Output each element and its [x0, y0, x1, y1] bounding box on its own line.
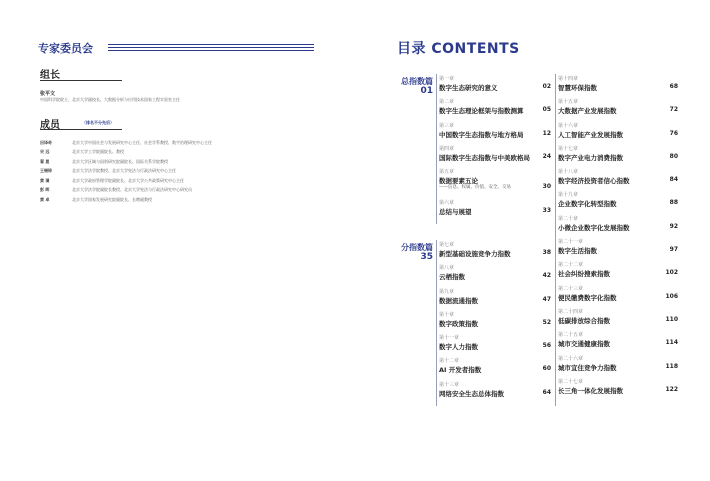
- entry-chapter: 第二十三章: [558, 285, 584, 292]
- entry-chapter: 第五章: [439, 169, 455, 176]
- toc-entry[interactable]: [439, 263, 551, 286]
- entry-title: 低碳排放综合指数: [558, 316, 610, 325]
- members-heading-rule: [40, 129, 122, 130]
- entry-chapter: 第六章: [439, 200, 455, 207]
- toc-entry[interactable]: [558, 167, 678, 190]
- member-row: [40, 186, 330, 196]
- entry-chapter: 第二十六章: [558, 355, 584, 362]
- toc-entry[interactable]: [439, 167, 551, 198]
- entry-subtitle: ——信息、权属、价值、安全、交易: [439, 185, 511, 191]
- member-description: 北京大学区域与国别研究院副院长、国际关系学院教授: [72, 158, 168, 164]
- part1-divider: [436, 74, 437, 224]
- entry-chapter: 第十三章: [439, 381, 460, 388]
- entry-title: 中国数字生态指数与地方格局: [439, 130, 524, 139]
- toc-entry[interactable]: [558, 190, 678, 213]
- member-name: 黄 璜: [40, 177, 50, 183]
- entry-title: 数据流通指数: [439, 296, 478, 305]
- entry-page: 47: [542, 295, 551, 303]
- member-description: 北京大学法学院教授、北京大学宪法与行政法研究中心主任: [72, 168, 176, 174]
- entry-chapter: 第十九章: [558, 192, 579, 199]
- toc-entry[interactable]: [558, 97, 678, 120]
- toc-entry[interactable]: [439, 333, 551, 356]
- member-row: [40, 195, 330, 205]
- toc-part2-column: [439, 240, 551, 403]
- entry-title: 云栖指数: [439, 273, 465, 282]
- entry-title: AI 开发者指数: [439, 366, 482, 375]
- entry-title: 城市宜住竞争力指数: [558, 363, 617, 372]
- entry-page: 84: [669, 176, 678, 184]
- entry-page: 102: [665, 269, 678, 277]
- part2-label: 分指数篇: [401, 243, 433, 252]
- entry-page: 38: [542, 249, 551, 256]
- member-description: 北京大学中国社会与发展研究中心主任、社会学系教授、数字治理研究中心主任: [72, 139, 212, 145]
- toc-entry[interactable]: [439, 198, 551, 221]
- entry-chapter: 第十四章: [558, 76, 579, 82]
- entry-title: 数字人力指数: [439, 343, 478, 352]
- entry-title: 数字生态研究的意义: [439, 84, 498, 92]
- members-note: （排名不分先后）: [82, 120, 114, 125]
- entry-chapter: 第三章: [439, 122, 455, 129]
- entry-title: 大数据产业发展指数: [558, 107, 617, 116]
- member-row: [40, 157, 330, 167]
- toc-entry[interactable]: [558, 144, 678, 167]
- entry-title: 新型基础设施竞争力指数: [439, 250, 511, 258]
- entry-title: 数字生活指数: [558, 247, 597, 256]
- entry-chapter: 第十六章: [558, 122, 579, 129]
- entry-chapter: 第十一章: [439, 335, 460, 342]
- toc-entry[interactable]: [439, 144, 551, 167]
- entry-chapter: 第十五章: [558, 99, 579, 106]
- entry-page: 97: [669, 246, 678, 254]
- toc-entry[interactable]: [439, 97, 551, 120]
- column-divider: [555, 74, 556, 406]
- entry-chapter: 第十二章: [439, 358, 460, 365]
- toc-entry[interactable]: [439, 74, 551, 97]
- entry-title: 城市交通健康指数: [558, 340, 610, 349]
- entry-chapter: 第十八章: [558, 169, 579, 176]
- leader-heading: 组长: [40, 70, 60, 81]
- toc-right-column: [558, 74, 678, 400]
- entry-chapter: 第二十五章: [558, 332, 584, 339]
- entry-chapter: 第二十一章: [558, 239, 584, 246]
- toc-entry[interactable]: [558, 354, 678, 377]
- entry-title: 社会纠纷搜索指数: [558, 270, 610, 279]
- part1-number: 01: [420, 86, 433, 96]
- entry-title: 总结与展望: [439, 208, 472, 217]
- toc-entry[interactable]: [439, 240, 551, 263]
- leader-name: 张平文: [40, 91, 56, 97]
- member-row: [40, 138, 330, 148]
- toc-part1-column: [439, 74, 551, 221]
- toc-entry[interactable]: [558, 330, 678, 353]
- entry-page: 30: [542, 183, 551, 191]
- entry-page: 114: [665, 339, 678, 347]
- toc-entry[interactable]: [439, 310, 551, 333]
- member-description: 北京大学国家发展研究院副院长、长聘副教授: [72, 196, 152, 202]
- entry-page: 60: [542, 365, 551, 373]
- member-list: [40, 138, 330, 205]
- entry-chapter: 第十章: [439, 311, 455, 318]
- entry-page: 68: [669, 83, 678, 90]
- entry-chapter: 第八章: [439, 265, 455, 272]
- entry-chapter: 第二章: [439, 99, 455, 106]
- toc-entry[interactable]: [558, 214, 678, 237]
- toc-entry[interactable]: [558, 74, 678, 97]
- entry-title: 网络安全生态总体指数: [439, 389, 504, 398]
- toc-title: 目录 CONTENTS: [397, 41, 520, 57]
- entry-chapter: 第一章: [439, 76, 455, 82]
- entry-chapter: 第四章: [439, 145, 455, 152]
- toc-entry[interactable]: [558, 260, 678, 283]
- entry-chapter: 第二十七章: [558, 378, 584, 385]
- part2-number: 35: [420, 252, 433, 262]
- entry-title: 数字生态理论框架与指数测算: [439, 107, 524, 116]
- entry-title: 人工智能产业发展指数: [558, 130, 623, 139]
- entry-page: 106: [665, 292, 678, 300]
- entry-page: 02: [542, 83, 551, 90]
- entry-page: 118: [665, 362, 678, 370]
- leader-description: 中国科学院院士，北京大学副校长、大数据分析与应用技术国家工程实验室主任: [40, 97, 180, 102]
- toc-entry[interactable]: [558, 284, 678, 307]
- entry-page: 64: [542, 388, 551, 396]
- entry-chapter: 第十七章: [558, 145, 579, 152]
- member-name: 田译奇: [40, 139, 52, 145]
- entry-title: 智慧环保指数: [558, 84, 597, 92]
- entry-title: 数字政策指数: [439, 319, 478, 328]
- entry-title: 企业数字化转型指数: [558, 200, 617, 209]
- entry-page: 122: [665, 385, 678, 393]
- entry-page: 56: [542, 342, 551, 350]
- member-description: 北京大学法学院副院长教授、北京大学宪法与行政法研究中心研究员: [72, 187, 192, 193]
- toc-entry[interactable]: [558, 377, 678, 400]
- right-page: [355, 0, 710, 481]
- member-name: 彭 晖: [40, 187, 50, 193]
- member-description: 北京大学政府管理学院副院长、北京大学公共政策研究中心主任: [72, 177, 184, 183]
- entry-chapter: 第二十二章: [558, 262, 584, 269]
- entry-page: 42: [542, 272, 551, 280]
- toc-entry[interactable]: [558, 307, 678, 330]
- entry-page: 52: [542, 318, 551, 326]
- member-row: [40, 148, 330, 158]
- member-row: [40, 176, 330, 186]
- entry-page: 72: [669, 106, 678, 114]
- member-name: 黄 卓: [40, 196, 50, 202]
- entry-title: 数据要素五论: [439, 177, 478, 186]
- member-row: [40, 167, 330, 177]
- entry-title: 数字产业电力消费指数: [558, 153, 623, 162]
- entry-page: 76: [669, 129, 678, 137]
- entry-chapter: 第七章: [439, 242, 455, 248]
- toc-entry[interactable]: [439, 356, 551, 379]
- entry-page: 33: [542, 207, 551, 215]
- member-name: 翟 崑: [40, 158, 50, 164]
- toc-entry[interactable]: [439, 121, 551, 144]
- entry-title: 小微企业数字化发展指数: [558, 223, 630, 232]
- part2-divider: [436, 240, 437, 406]
- leader-heading-rule: [40, 80, 122, 81]
- entry-title: 便民缴费数字化指数: [558, 293, 617, 302]
- entry-chapter: 第二十四章: [558, 308, 584, 315]
- member-name: 王锡锌: [40, 168, 52, 174]
- entry-page: 110: [665, 315, 678, 323]
- entry-page: 88: [669, 199, 678, 207]
- entry-title: 国际数字生态指数与中美欧格局: [439, 153, 530, 162]
- entry-title: 长三角一体化发展指数: [558, 386, 623, 395]
- toc-entry[interactable]: [439, 380, 551, 403]
- entry-chapter: 第九章: [439, 288, 455, 295]
- entry-page: 92: [669, 222, 678, 230]
- entry-page: 05: [542, 106, 551, 114]
- entry-page: 12: [542, 129, 551, 137]
- entry-page: 80: [669, 152, 678, 160]
- entry-chapter: 第二十章: [558, 215, 579, 222]
- toc-entry[interactable]: [558, 237, 678, 260]
- title-decorative-rules: [108, 44, 314, 51]
- part1-label: 总指数篇: [401, 77, 433, 86]
- toc-entry[interactable]: [439, 287, 551, 310]
- member-name: 宋 远: [40, 149, 50, 155]
- committee-title: 专家委员会: [38, 42, 93, 55]
- entry-title: 数字经济投资者信心指数: [558, 177, 630, 186]
- member-description: 北京大学工学院副院长、教授: [72, 149, 124, 155]
- entry-page: 24: [542, 152, 551, 160]
- toc-entry[interactable]: [558, 121, 678, 144]
- members-heading: 成员: [40, 120, 60, 131]
